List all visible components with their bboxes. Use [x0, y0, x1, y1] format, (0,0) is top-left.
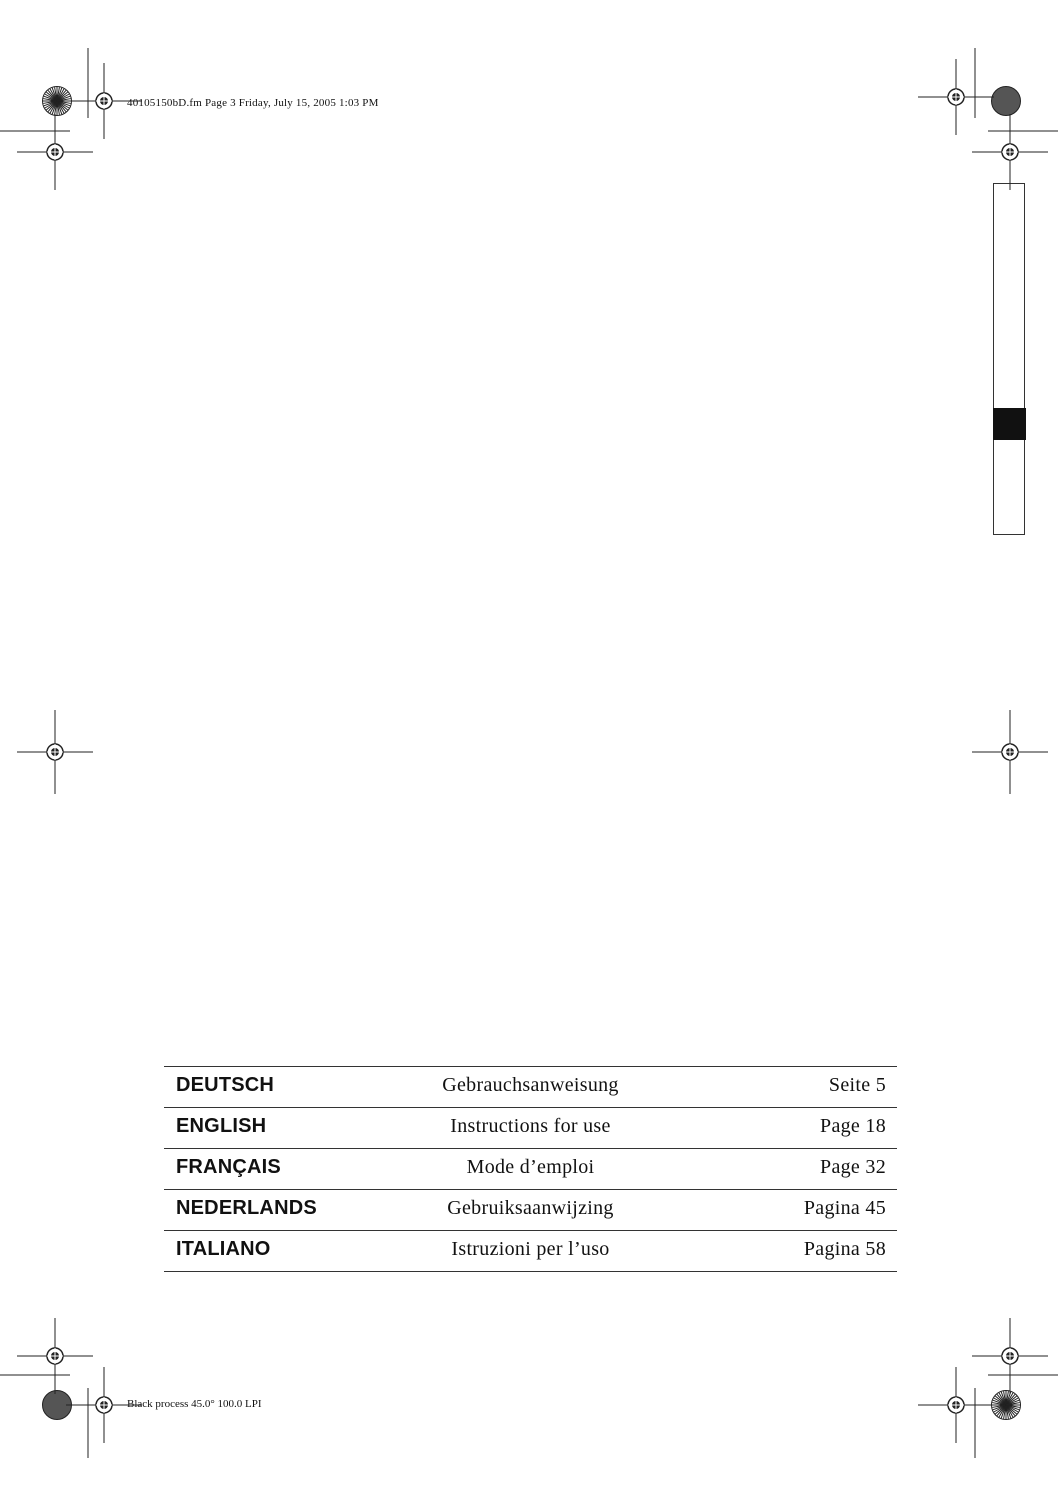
language-name: ENGLISH: [176, 1115, 267, 1137]
section-tab-marker: [993, 408, 1026, 440]
gray-target-icon: [991, 86, 1021, 116]
page-reference: Seite 5: [828, 1074, 886, 1096]
manual-title: Istruzioni per l’uso: [451, 1238, 610, 1260]
starburst-target-icon: [991, 1390, 1021, 1420]
crop-mark-line: [974, 48, 976, 118]
header-file-info: 40105150bD.fm Page 3 Friday, July 15, 2005 1:03 PM: [127, 97, 379, 109]
crop-mark-line: [0, 1374, 70, 1376]
language-name: ITALIANO: [176, 1238, 271, 1260]
crop-mark-line: [974, 1388, 976, 1458]
registration-mark-icon: [968, 710, 1052, 794]
crop-mark-line: [0, 130, 70, 132]
crop-mark-line: [988, 130, 1058, 132]
language-name: NEDERLANDS: [176, 1197, 317, 1219]
language-name: FRANÇAIS: [176, 1156, 281, 1178]
section-tab-strip: [993, 183, 1025, 535]
language-name: DEUTSCH: [176, 1074, 275, 1096]
crop-mark-line: [87, 1388, 89, 1458]
registration-mark-icon: [972, 1318, 1048, 1394]
language-row: [164, 1149, 897, 1190]
registration-mark-icon: [17, 1318, 93, 1394]
manual-title: Mode d’emploi: [466, 1156, 595, 1178]
registration-mark-icon: [13, 710, 97, 794]
crop-mark-line: [87, 48, 89, 118]
registration-mark-icon: [17, 114, 93, 190]
manual-title: Gebrauchsanweisung: [442, 1074, 619, 1096]
crop-mark-line: [988, 1374, 1058, 1376]
language-table: [164, 1066, 897, 1272]
page-reference: Pagina 45: [803, 1197, 886, 1219]
language-row: [164, 1067, 897, 1108]
registration-mark-icon: [972, 114, 1048, 190]
page-reference: Pagina 58: [803, 1238, 886, 1260]
page-reference: Page 32: [820, 1156, 886, 1178]
manual-title: Instructions for use: [450, 1115, 611, 1137]
footer-print-info: Black process 45.0° 100.0 LPI: [127, 1398, 262, 1410]
language-row: [164, 1190, 897, 1231]
manual-title: Gebruiksaanwijzing: [447, 1197, 614, 1219]
language-row: [164, 1108, 897, 1149]
page-reference: Page 18: [820, 1115, 886, 1137]
language-row: [164, 1231, 897, 1272]
